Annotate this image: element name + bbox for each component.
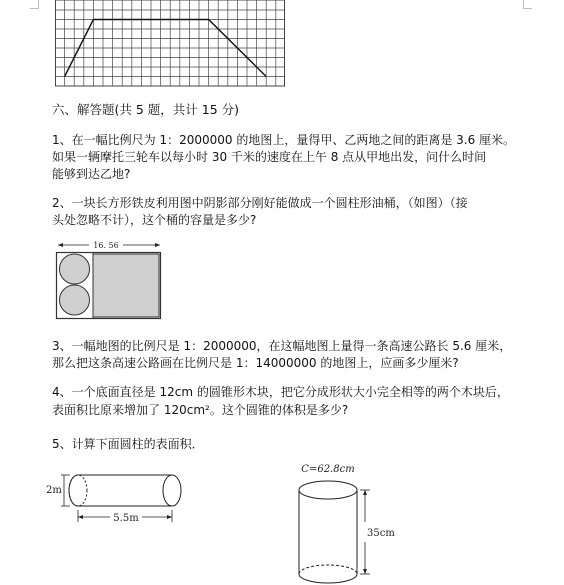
cylinder-height-35-label: 35cm — [367, 528, 395, 539]
top-ellipse — [299, 481, 357, 499]
crop-mark-top-right — [523, 0, 532, 9]
vertical-cylinder-figure — [290, 460, 400, 585]
question-1-line-2: 如果一辆摩托三轮车以每小时 30 千米的速度在上午 8 点从甲地出发，问什么时间 — [52, 150, 487, 164]
question-2-line-2: 头处忽略不计），这个桶的容量是多少? — [52, 213, 257, 227]
question-5-line-1: 5、计算下面圆柱的表面积． — [52, 437, 204, 451]
left-end-front-arc — [69, 475, 78, 506]
sheet-metal-figure — [55, 240, 167, 320]
question-3-line-2: 那么把这条高速公路画在比例尺是 1：14000000 的地图上，应画多少厘米? — [52, 356, 459, 370]
cylinder-height-label: 2m — [46, 485, 62, 496]
length-arrow-right — [167, 515, 172, 519]
question-4-line-1: 4、一个底面直径是 12cm 的圆锥形木块，把它分成形状大小完全相等的两个木块后， — [52, 385, 509, 399]
length-arrow-left — [78, 515, 83, 519]
circumference-label: C=62.8cm — [301, 464, 355, 475]
shaded-lateral-rectangle — [93, 254, 159, 317]
cylinder-length-label: 5.5m — [113, 513, 139, 524]
height-arrow-bottom — [363, 569, 367, 574]
sheet-length-label: 16. 56 — [93, 241, 119, 250]
bottom-back-arc — [299, 565, 357, 574]
question-4-line-2: 表面积比原来增加了 120cm²。这个圆锥的体积是多少? — [52, 403, 349, 417]
dimension-arrow-left — [58, 243, 63, 247]
question-1-line-1: 1、在一幅比例尺为 1：2000000 的地图上，量得甲、乙两地之间的距离是 3.6 厘米。 — [52, 133, 516, 147]
question-3-line-1: 3、一幅地图的比例尺是 1：2000000，在这幅地图上量得一条高速公路长 5.6 厘米， — [52, 339, 512, 353]
top-circle — [60, 254, 90, 284]
question-2-line-1: 2、一块长方形铁皮利用图中阴影部分刚好能做成一个圆柱形油桶，（如图）（接 — [52, 196, 468, 210]
dimension-arrow-right — [155, 243, 160, 247]
height-arrow-top — [363, 490, 367, 495]
grid-trapezoid-figure — [55, 0, 285, 88]
question-1-line-3: 能够到达乙地? — [52, 167, 131, 181]
bottom-front-arc — [299, 574, 357, 583]
section-title: 六、解答题(共 5 题，共计 15 分) — [52, 102, 240, 117]
crop-mark-top-left — [30, 0, 39, 9]
horizontal-cylinder-figure — [44, 462, 194, 530]
bottom-circle — [60, 285, 90, 315]
right-end-ellipse — [163, 475, 181, 506]
